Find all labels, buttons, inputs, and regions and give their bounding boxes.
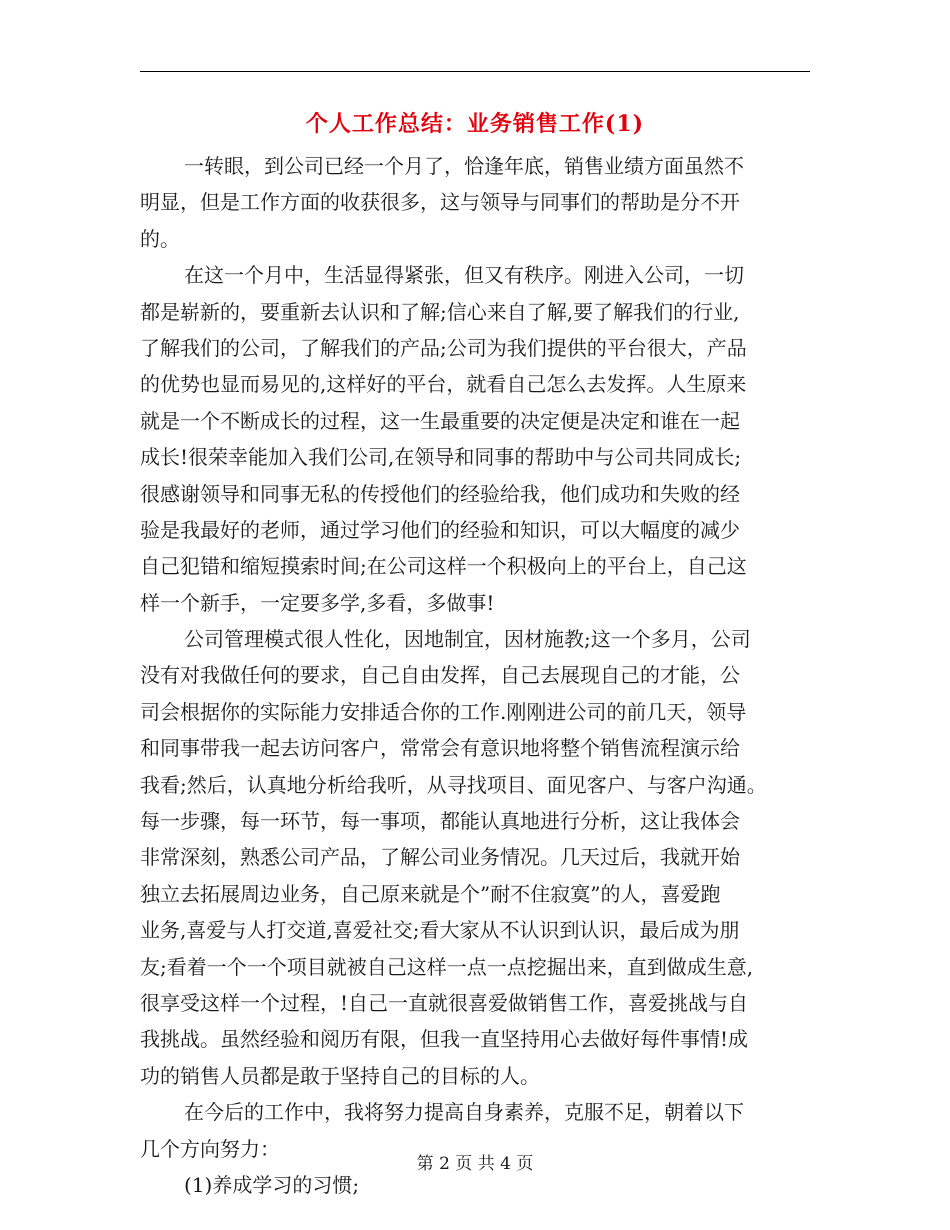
- text-line: 验是我最好的老师，通过学习他们的经验和知识，可以大幅度的减少: [140, 517, 740, 542]
- text-line: 每一步骤，每一环节，每一事项，都能认真地进行分析，这让我体会: [140, 809, 740, 834]
- text-line: 很感谢领导和同事无私的传授他们的经验给我，他们成功和失败的经: [140, 481, 740, 506]
- text-line: 独立去拓展周边业务，自己原来就是个”耐不住寂寞”的人，喜爱跑: [140, 881, 721, 906]
- text-line: 就是一个不断成长的过程，这一生最重要的决定便是决定和谁在一起: [140, 408, 740, 433]
- text-line: 成长!很荣幸能加入我们公司,在领导和同事的帮助中与公司共同成长;: [140, 445, 742, 470]
- text-line: 功的销售人员都是敢于坚持自己的目标的人。: [140, 1063, 540, 1088]
- document-body: [140, 148, 810, 1203]
- text-line: 了解我们的公司，了解我们的产品;公司为我们提供的平台很大，产品: [140, 335, 747, 360]
- text-line: 自己犯错和缩短摸索时间;在公司这样一个积极向上的平台上，自己这: [140, 554, 747, 579]
- text-line: 司会根据你的实际能力安排适合你的工作.刚刚进公司的前几天，领导: [140, 699, 747, 724]
- text-line: 都是崭新的，要重新去认识和了解;信心来自了解,要了解我们的行业,: [140, 299, 740, 324]
- text-line: 的优势也显而易见的,这样好的平台，就看自己怎么去发挥。人生原来: [140, 372, 747, 397]
- text-line: 一转眼，到公司已经一个月了，恰逢年底，销售业绩方面虽然不: [184, 154, 744, 178]
- text-line: 样一个新手，一定要多学,多看，多做事!: [140, 590, 495, 615]
- text-line: 明显，但是工作方面的收获很多，这与领导与同事们的帮助是分不开: [140, 190, 740, 215]
- paragraph-3: [140, 621, 810, 1094]
- text-line: 在这一个月中，生活显得紧张，但又有秩序。刚进入公司，一切: [184, 263, 744, 288]
- text-line: 的。: [140, 226, 180, 251]
- text-line: 我挑战。虽然经验和阅历有限，但我一直坚持用心去做好每件事情!成: [140, 1027, 749, 1052]
- document-title: 个人工作总结：业务销售工作(1): [305, 111, 645, 137]
- paragraph-1: [140, 148, 810, 257]
- text-line: 友;看着一个一个项目就被自己这样一点一点挖掘出来，直到做成生意,: [140, 954, 754, 979]
- text-line: 和同事带我一起去访问客户，常常会有意识地将整个销售流程演示给: [140, 736, 740, 761]
- text-line: 没有对我做任何的要求，自己自由发挥，自己去展现自己的才能，公: [140, 663, 740, 688]
- text-line: 几个方向努力：: [140, 1136, 280, 1161]
- header-rule: [140, 71, 810, 72]
- text-line: (1)养成学习的习惯;: [184, 1172, 360, 1197]
- text-line: 在今后的工作中，我将努力提高自身素养，克服不足，朝着以下: [184, 1100, 744, 1125]
- text-line: 非常深刻，熟悉公司产品，了解公司业务情况。几天过后，我就开始: [140, 845, 740, 870]
- text-line: 业务,喜爱与人打交道,喜爱社交;看大家从不认识到认识，最后成为朋: [140, 918, 740, 943]
- text-line: 很享受这样一个过程，!自己一直就很喜爱做销售工作，喜爱挑战与自: [140, 990, 749, 1015]
- text-line: 我看;然后，认真地分析给我听，从寻找项目、面见客户、与客户沟通。: [140, 772, 767, 797]
- text-line: 公司管理模式很人性化，因地制宜，因材施教;这一个多月，公司: [184, 627, 751, 652]
- paragraph-2: [140, 257, 810, 621]
- page-footer: 第 2 页 共 4 页: [416, 1154, 534, 1174]
